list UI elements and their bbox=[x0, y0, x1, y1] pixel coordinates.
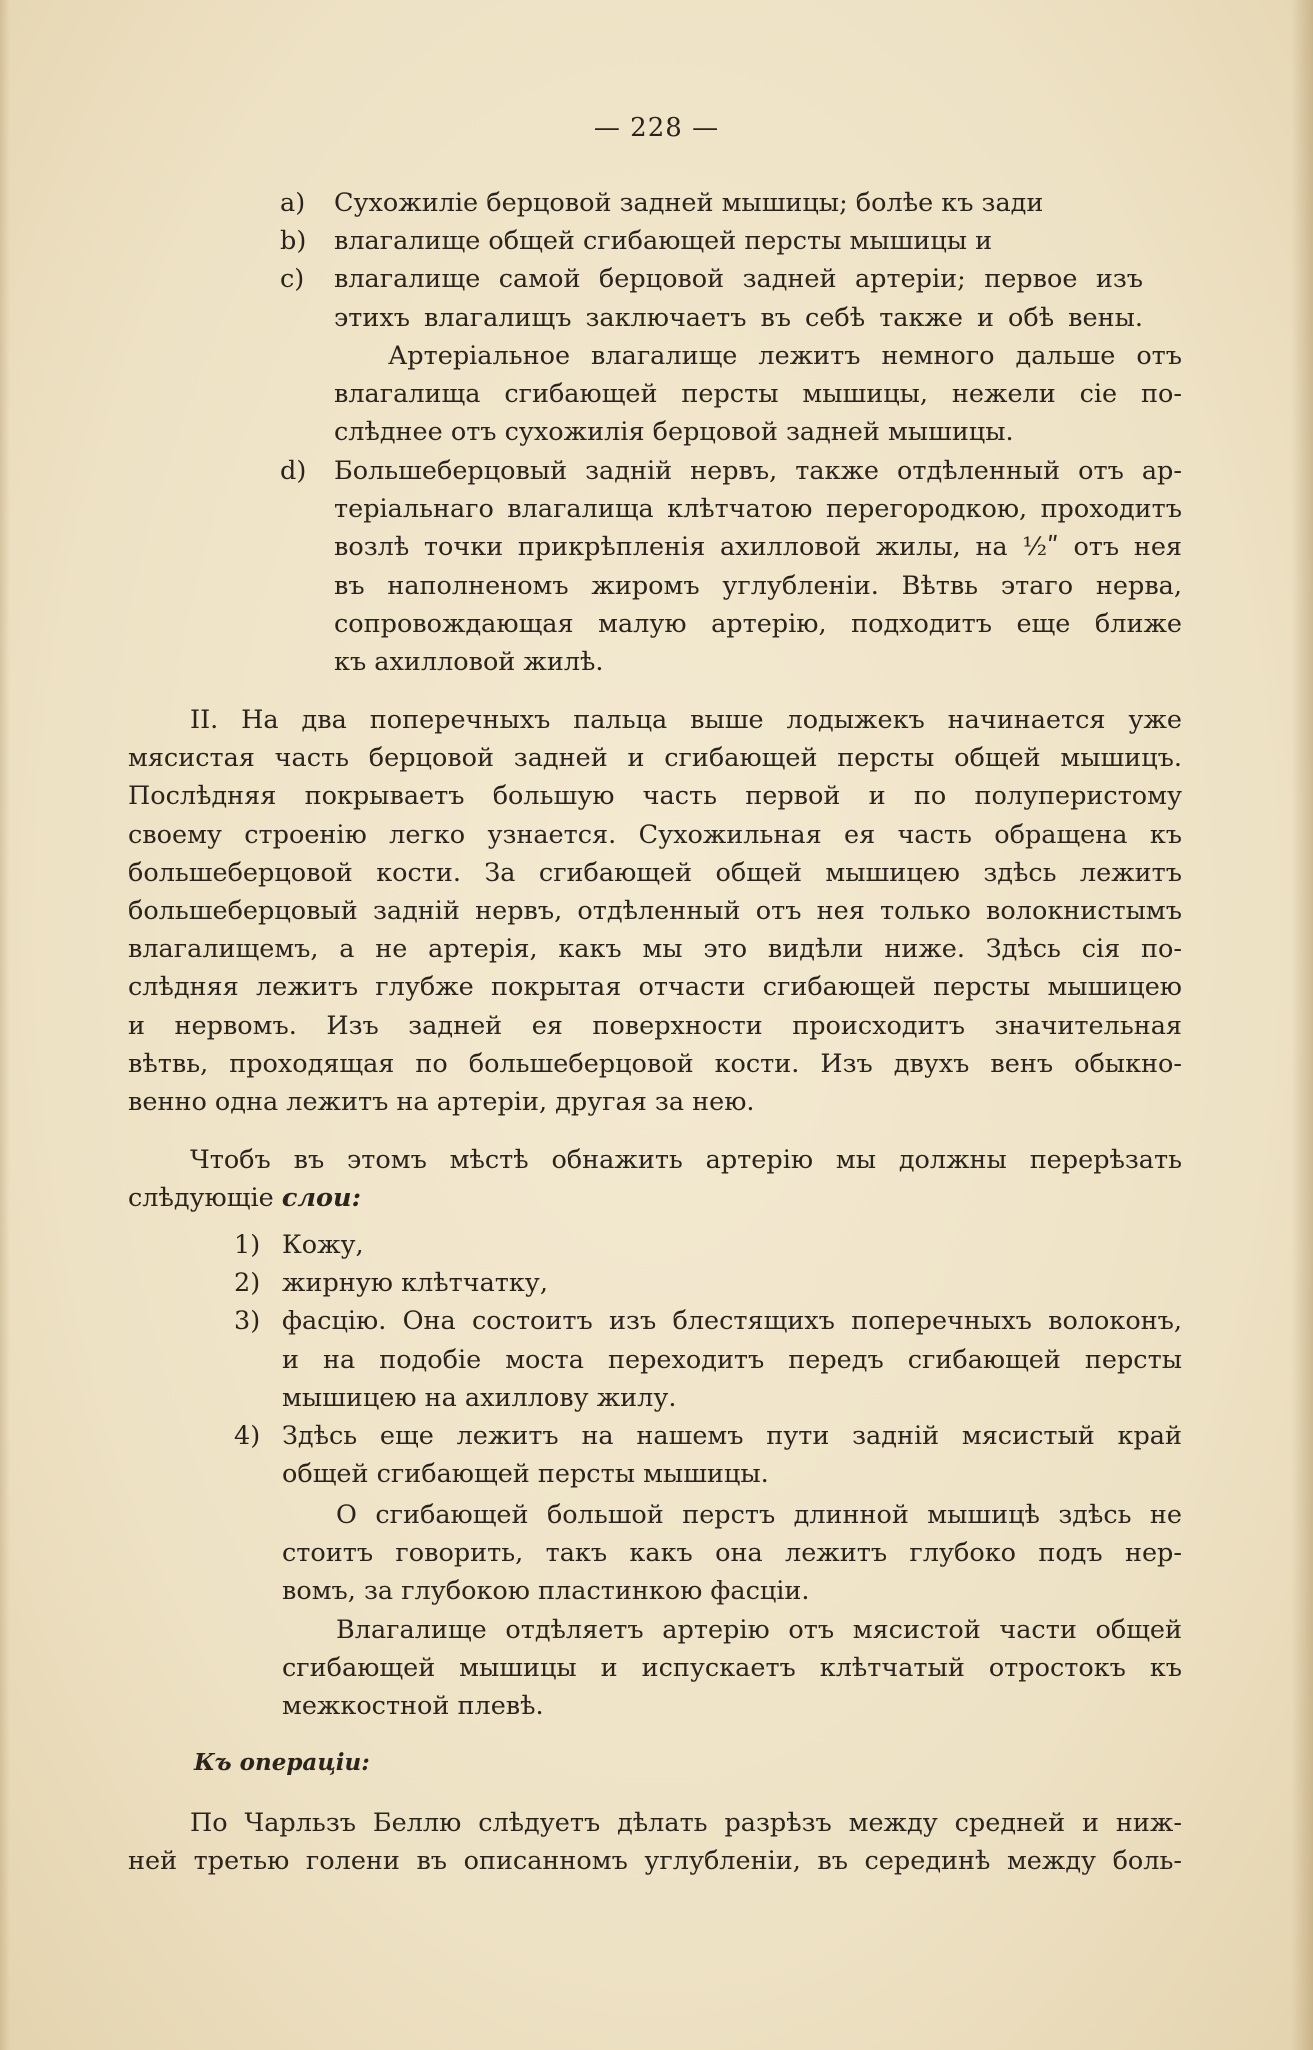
list-label-b: b) bbox=[280, 226, 307, 257]
paragraph-line: Чтобъ въ этомъ мѣстѣ обнажить артерію мы должны перерѣзать bbox=[190, 1145, 1182, 1175]
paragraph-line: По Чарльзъ Беллю слѣдуетъ дѣлать разрѣзъ между средней и ниж- bbox=[190, 1808, 1182, 1838]
list-item-c-line: влагалище самой берцовой задней артеріи; первое изъ bbox=[334, 264, 1143, 295]
list-label-a: a) bbox=[280, 188, 306, 218]
paragraph-line: Влагалище отдѣляетъ артерію отъ мясистой части общей bbox=[336, 1615, 1182, 1645]
layers-list bbox=[234, 1226, 1182, 1493]
list-label-c: c) bbox=[280, 264, 305, 295]
paragraph-line: большеберцовой кости. За сгибающей общей мышицею здѣсь лежитъ bbox=[128, 857, 1182, 888]
list-label-d: d) bbox=[280, 456, 307, 486]
paragraph-arterial-sheath bbox=[334, 337, 1182, 452]
paragraph-line: стоитъ говорить, такъ какъ она лежитъ глубоко подъ нер- bbox=[282, 1538, 1182, 1569]
layer-line: мышицею на ахиллову жилу. bbox=[282, 1382, 677, 1413]
layer-line: жирную клѣтчатку, bbox=[282, 1268, 548, 1299]
layer-line: Здѣсь еще лежитъ на нашемъ пути задній мясистый край bbox=[282, 1421, 1182, 1452]
paragraph-line bbox=[128, 1179, 1182, 1217]
list-abc bbox=[280, 184, 1143, 337]
paragraph-line: своему строенію легко узнается. Сухожильная ея часть обращена къ bbox=[128, 819, 1182, 850]
intro-text: слѣдующіе bbox=[128, 1183, 274, 1214]
paragraph-line: О сгибающей большой перстъ длинной мышицѣ здѣсь не bbox=[336, 1500, 1182, 1530]
layers-emphasis: слои: bbox=[281, 1183, 361, 1214]
layer-label-3: 3) bbox=[234, 1306, 261, 1337]
list-item-c-line: этихъ влагалищъ заключаетъ въ себѣ также и обѣ вены. bbox=[334, 302, 1143, 333]
paragraph-line: II. На два поперечныхъ пальца выше лодыжекъ начинается уже bbox=[190, 705, 1182, 735]
paragraph-line: влагалища сгибающей персты мышицы, нежели сіе по- bbox=[334, 379, 1182, 410]
paragraph-line: слѣдняя лежитъ глубже покрытая отчасти сгибающей персты мышицею bbox=[128, 972, 1182, 1003]
layer-line: фасцію. Она состоитъ изъ блестящихъ поперечныхъ волоконъ, bbox=[282, 1306, 1182, 1337]
paragraph-line: Артеріальное влагалище лежитъ немного дальше отъ bbox=[388, 341, 1182, 371]
layer-label-1: 1) bbox=[234, 1230, 261, 1260]
paragraph-flexor bbox=[282, 1496, 1182, 1611]
page-number: — 228 — bbox=[593, 113, 720, 143]
paragraph-line: сгибающей мышицы и испускаетъ клѣтчатый отростокъ къ bbox=[282, 1653, 1182, 1684]
page-edge-shadow-left bbox=[0, 0, 10, 2050]
list-item-b-line: влагалище общей сгибающей персты мышицы и bbox=[334, 226, 993, 257]
paragraph-line: и нервомъ. Изъ задней ея поверхности происходитъ значительная bbox=[128, 1010, 1182, 1041]
paragraph-line: большеберцовый задній нервъ, отдѣленный отъ нея только волокнистымъ bbox=[128, 896, 1182, 927]
paragraph-line: вомъ, за глубокою пластинкою фасціи. bbox=[282, 1576, 810, 1607]
paragraph-line: мясистая часть берцовой задней и сгибающей персты общей мышицъ. bbox=[128, 743, 1182, 774]
layer-label-2: 2) bbox=[234, 1268, 261, 1299]
operation-paragraph bbox=[128, 1804, 1182, 1880]
paragraph-line: вѣтвь, проходящая по большеберцовой кости. Изъ двухъ венъ обыкно- bbox=[128, 1048, 1182, 1079]
layer-line: общей сгибающей персты мышицы. bbox=[282, 1459, 769, 1490]
list-item-d-line: къ ахилловой жилѣ. bbox=[334, 647, 604, 678]
paragraph-line: слѣднее отъ сухожилія берцовой задней мышицы. bbox=[334, 417, 1014, 448]
layer-line: и на подобіе моста переходитъ передъ сгибающей персты bbox=[282, 1344, 1182, 1375]
page-edge-shadow-right bbox=[1291, 0, 1313, 2050]
section-two-paragraph bbox=[128, 701, 1182, 1121]
paragraph-sheath bbox=[282, 1611, 1182, 1726]
list-item-d bbox=[280, 452, 1182, 681]
paragraph-line: влагалищемъ, а не артерія, какъ мы это видѣли ниже. Здѣсь сія по- bbox=[128, 934, 1182, 965]
paragraph-line: ней третью голени въ описанномъ углубленіи, въ серединѣ между боль- bbox=[128, 1846, 1182, 1877]
layer-label-4: 4) bbox=[234, 1421, 261, 1451]
list-item-a-line: Сухожиліе берцовой задней мышицы; болѣе къ зади bbox=[334, 188, 1044, 218]
paragraph-line: Послѣдняя покрываетъ большую часть первой и по полуперистому bbox=[128, 781, 1182, 812]
layer-line: Кожу, bbox=[282, 1230, 364, 1260]
list-item-d-line: Большеберцовый задній нервъ, также отдѣленный отъ ар- bbox=[334, 456, 1182, 486]
list-item-d-line: въ наполненомъ жиромъ углубленіи. Вѣтвь этаго нерва, bbox=[334, 570, 1182, 601]
list-item-d-line: сопровождающая малую артерію, подходитъ еще ближе bbox=[334, 608, 1182, 639]
paragraph-line: межкостной плевѣ. bbox=[282, 1691, 544, 1722]
list-item-d-line: теріальнаго влагалища клѣтчатою перегородкою, проходитъ bbox=[334, 494, 1182, 525]
list-item-d-line: возлѣ точки прикрѣпленія ахилловой жилы, на ½ʺ отъ нея bbox=[334, 532, 1182, 563]
operation-heading: Къ операціи: bbox=[194, 1749, 370, 1776]
incision-intro bbox=[128, 1141, 1182, 1217]
paragraph-line: венно одна лежитъ на артеріи, другая за нею. bbox=[128, 1087, 755, 1118]
